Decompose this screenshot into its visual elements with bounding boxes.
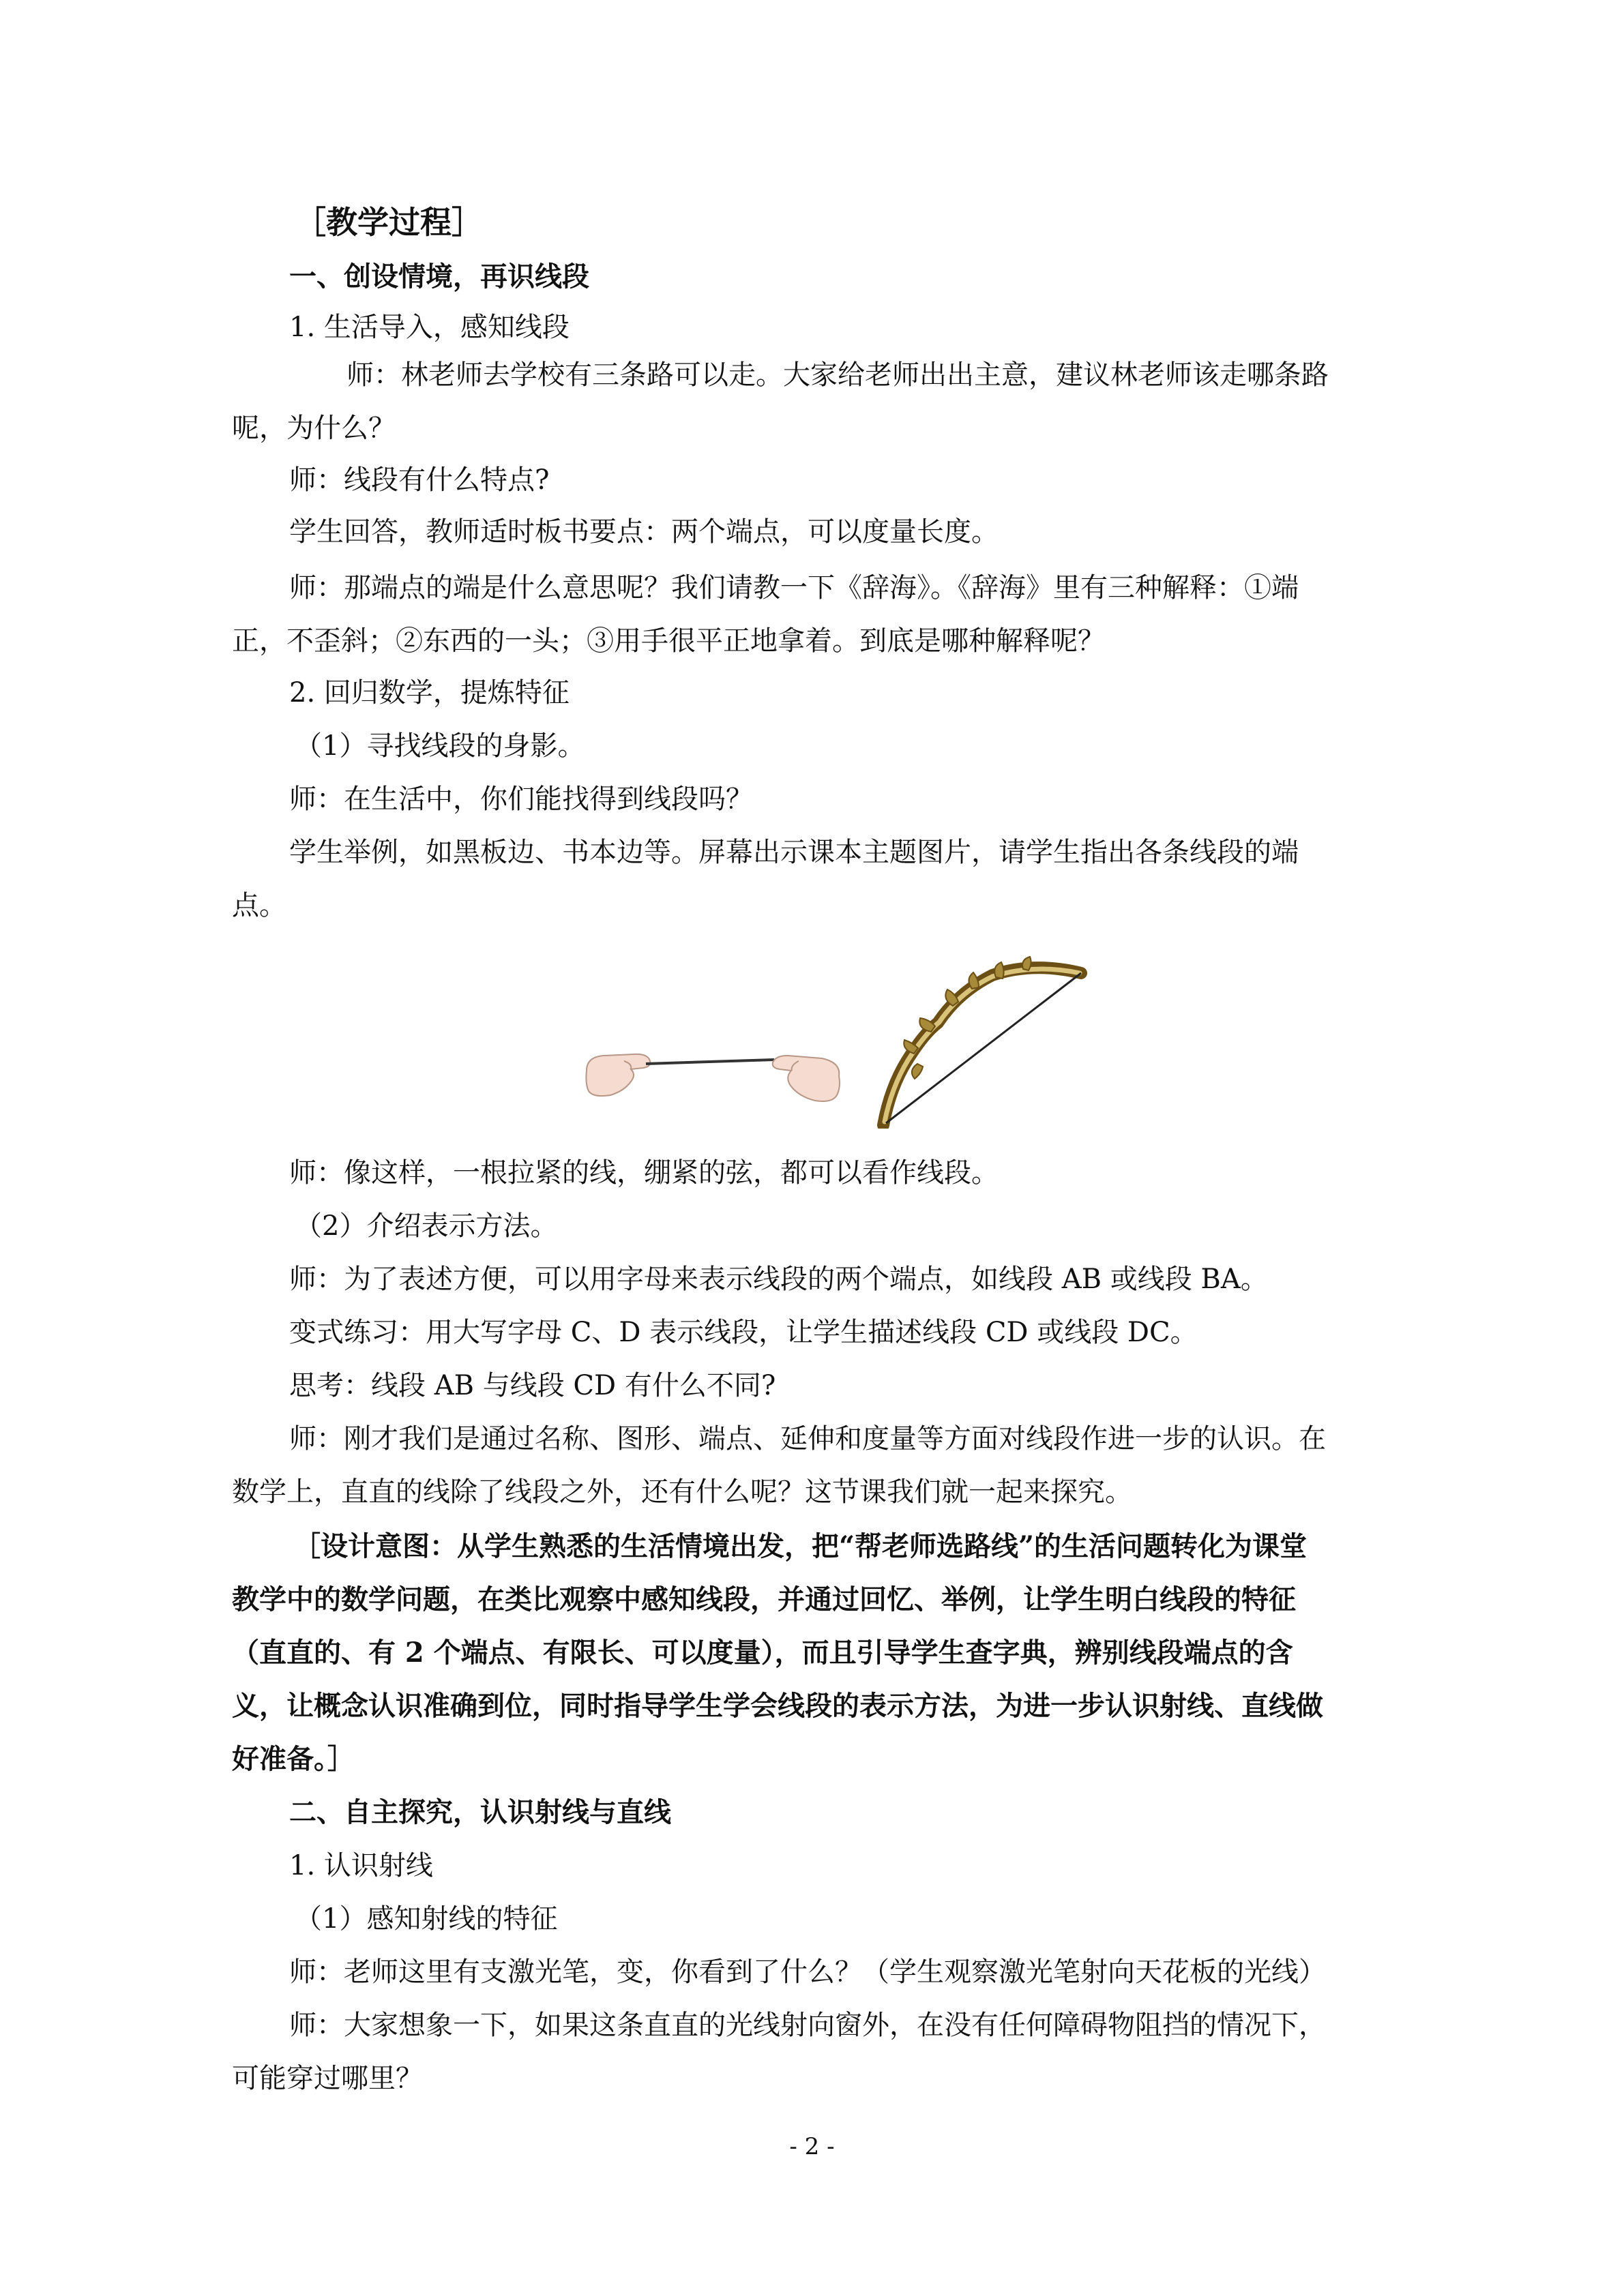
figure-caption: 师：像这样，一根拉紧的线，绷紧的弦，都可以看作线段。 (289, 1157, 999, 1189)
list-item: （1）感知射线的特征 (295, 1903, 558, 1935)
design-intent: 教学中的数学问题，在类比观察中感知线段，并通过回忆、举例，让学生明白线段的特征 (232, 1583, 1296, 1615)
paragraph: 点。 (232, 890, 286, 921)
design-intent: 义，让概念认识准确到位，同时指导学生学会线段的表示方法，为进一步认识射线、直线做 (232, 1690, 1323, 1722)
design-intent: 好准备。］ (232, 1743, 355, 1775)
list-item: （1）寻找线段的身影。 (295, 730, 585, 762)
paragraph: 思考：线段 AB 与线段 CD 有什么不同? (289, 1370, 776, 1401)
paragraph: 师：林老师去学校有三条路可以走。大家给老师出出主意，建议林老师该走哪条路 (346, 359, 1329, 391)
paragraph: 变式练习：用大写字母 C、D 表示线段，让学生描述线段 CD 或线段 DC。 (289, 1317, 1198, 1348)
paragraph: 师：大家想象一下，如果这条直直的光线射向窗外，在没有任何障碍物阻挡的情况下， (289, 2010, 1326, 2041)
paragraph: 师：为了表述方便，可以用字母来表示线段的两个端点，如线段 AB 或线段 BA。 (289, 1264, 1268, 1295)
paragraph: 师：那端点的端是什么意思呢？我们请教一下《辞海》。《辞海》里有三种解释：①端 (289, 572, 1299, 603)
design-intent: （直直的、有 2 个端点、有限长、可以度量），而且引导学生查字典，辨别线段端点的含 (232, 1637, 1293, 1669)
paragraph: 师：老师这里有支激光笔，变，你看到了什么？（学生观察激光笔射向天花板的光线） (289, 1956, 1326, 1988)
section-title: ［教学过程］ (295, 204, 483, 241)
bow-figure (876, 951, 1095, 1129)
part2-heading: 二、自主探究，认识射线与直线 (289, 1797, 671, 1828)
paragraph: 师：在生活中，你们能找得到线段吗？ (289, 784, 753, 815)
sub2-heading: 2. 回归数学，提炼特征 (289, 677, 570, 709)
part1-heading: 一、创设情境，再识线段 (289, 261, 589, 293)
string-segment (646, 1060, 774, 1064)
paragraph: 师：线段有什么特点? (289, 464, 550, 496)
sub-heading: 1. 认识射线 (289, 1850, 433, 1881)
sub1-heading: 1. 生活导入，感知线段 (289, 312, 570, 343)
paragraph: 正，不歪斜；②东西的一头；③用手很平正地拿着。到底是哪种解释呢？ (232, 625, 1105, 657)
paragraph: 可能穿过哪里？ (232, 2063, 423, 2094)
left-hand-icon (586, 1054, 650, 1096)
paragraph: 数学上，直直的线除了线段之外，还有什么呢？这节课我们就一起来探究。 (232, 1476, 1132, 1508)
paragraph: 呢，为什么？ (232, 413, 396, 444)
design-intent: ［设计意图：从学生熟悉的生活情境出发，把“帮老师选路线”的生活问题转化为课堂 (293, 1530, 1308, 1562)
paragraph: 学生举例，如黑板边、书本边等。屏幕出示课本主题图片，请学生指出各条线段的端 (289, 837, 1299, 868)
list-item: （2）介绍表示方法。 (295, 1210, 558, 1242)
paragraph: 学生回答，教师适时板书要点：两个端点，可以度量长度。 (289, 516, 999, 548)
hands-string-figure (583, 1043, 842, 1118)
page-number: - 2 - (789, 2133, 835, 2160)
paragraph: 师：刚才我们是通过名称、图形、端点、延伸和度量等方面对线段作进一步的认识。在 (289, 1423, 1326, 1455)
right-hand-icon (773, 1056, 840, 1101)
